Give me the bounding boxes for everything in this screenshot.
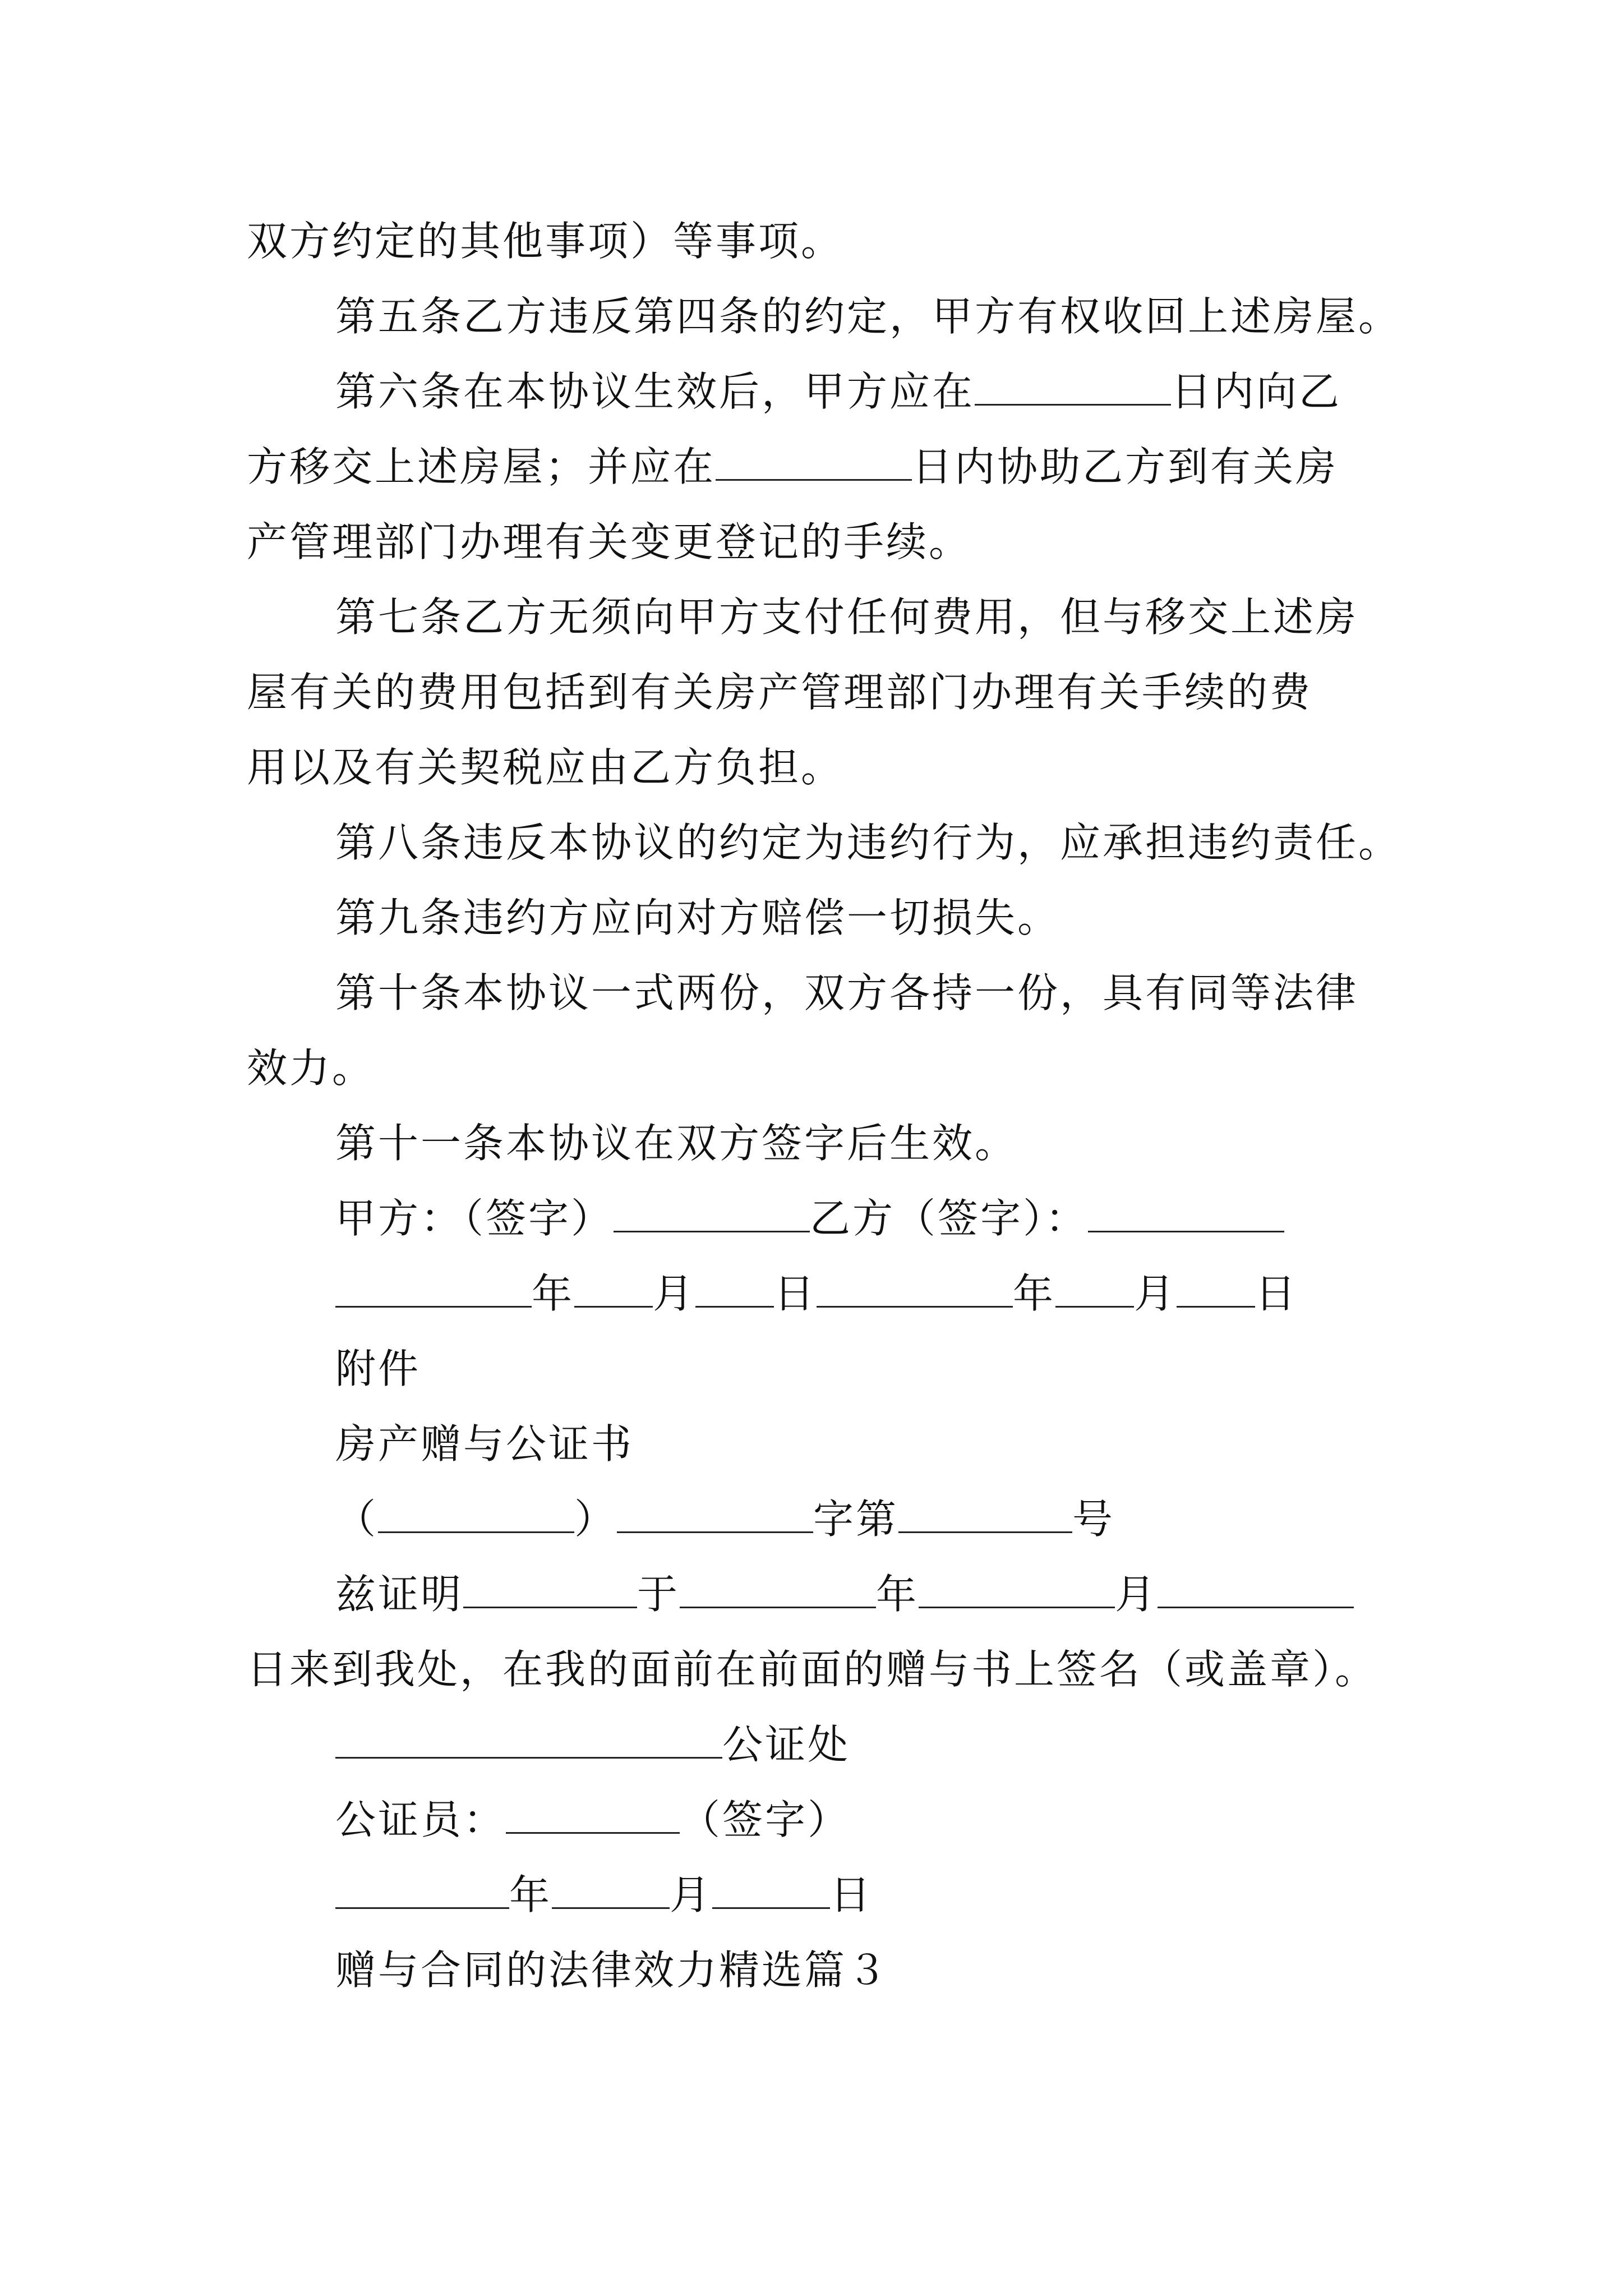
article-6 (335, 364, 1496, 420)
text: 房产赠与公证书 (335, 1420, 634, 1467)
month-blank (1055, 1269, 1134, 1308)
body-line (247, 514, 1408, 570)
year-label: 年 (509, 1871, 552, 1918)
day-label: 日 (1255, 1270, 1298, 1317)
article-7 (335, 589, 1496, 645)
notary-line (335, 1792, 1496, 1848)
party-b-label: 乙方（签字）： (810, 1195, 1089, 1242)
party-a-blank (614, 1194, 810, 1232)
month-blank (552, 1870, 670, 1909)
body-line (247, 739, 1408, 795)
year-label: 年 (1013, 1270, 1056, 1317)
body-line (247, 664, 1408, 720)
party-a-label: 甲方：（签字） (335, 1195, 614, 1242)
text: 第七条乙方无须向甲方支付任何费用，但与移交上述房 (335, 593, 1359, 641)
fill-blank (335, 1720, 722, 1759)
attachment-label (335, 1341, 1496, 1397)
text: 字第 (813, 1496, 899, 1543)
article-5 (335, 288, 1496, 344)
year-blank (817, 1269, 1013, 1308)
text: 第九条违约方应向对方赔偿一切损失。 (335, 894, 1061, 941)
party-b-blank (1088, 1194, 1284, 1232)
text: 于 (637, 1571, 680, 1618)
day-label: 日 (830, 1871, 873, 1918)
notary-date-line (335, 1867, 1496, 1923)
fill-blank (1158, 1570, 1354, 1608)
text: 双方约定的其他事项）等事项。 (247, 218, 844, 265)
certificate-title (335, 1416, 1496, 1472)
text: 号 (1072, 1496, 1115, 1543)
text: 第五条乙方违反第四条的约定，甲方有权收回上述房屋。 (335, 293, 1401, 340)
year-blank (335, 1870, 509, 1909)
fill-blank (617, 1494, 813, 1533)
signature-line (335, 1190, 1496, 1246)
text: 屋有关的费用包括到有关房产管理部门办理有关手续的费 (247, 669, 1313, 716)
text: 第十一条本协议在双方签字后生效。 (335, 1120, 1018, 1167)
fill-blank (463, 1570, 637, 1608)
fill-blank (506, 1795, 680, 1834)
section-heading (335, 1942, 1496, 1998)
article-11 (335, 1115, 1496, 1171)
fill-blank (975, 367, 1171, 406)
article-10 (335, 965, 1496, 1021)
year-label: 年 (532, 1270, 575, 1317)
fill-blank (919, 1570, 1115, 1608)
text: 赠与合同的法律效力精选篇３ (335, 1947, 890, 1994)
text: 日内向乙 (1171, 368, 1342, 415)
day-blank (712, 1870, 830, 1909)
certificate-number-line (335, 1491, 1496, 1547)
text: 效力。 (247, 1045, 375, 1092)
month-label: 月 (1134, 1270, 1177, 1317)
close-paren: ） (574, 1496, 617, 1543)
text: （签字） (680, 1796, 851, 1843)
text: 第八条违反本协议的约定为违约行为，应承担违约责任。 (335, 819, 1401, 866)
fill-blank (716, 442, 912, 481)
text: 第十条本协议一式两份，双方各持一份，具有同等法律 (335, 969, 1359, 1016)
article-8 (335, 815, 1496, 871)
month-blank (574, 1269, 653, 1308)
day-blank (1177, 1269, 1255, 1308)
text: 产管理部门办理有关变更登记的手续。 (247, 518, 972, 565)
text: 用以及有关契税应由乙方负担。 (247, 744, 844, 791)
body-line (247, 1040, 1408, 1096)
article-9 (335, 890, 1496, 946)
certificate-body-line (335, 1566, 1496, 1622)
notary-office-line (335, 1717, 1496, 1773)
day-blank (695, 1269, 774, 1308)
fill-blank (898, 1494, 1072, 1533)
body-line (247, 213, 1408, 269)
month-label: 月 (653, 1270, 696, 1317)
text: 年 (876, 1571, 919, 1618)
day-label: 日 (774, 1270, 817, 1317)
fill-blank (680, 1570, 876, 1608)
text: 附件 (335, 1345, 421, 1392)
text: 日来到我处，在我的面前在前面的赠与书上签名（或盖章）。 (247, 1646, 1378, 1693)
text: 公证员： (335, 1796, 506, 1843)
text: 第六条在本协议生效后，甲方应在 (335, 368, 975, 415)
year-blank (335, 1269, 532, 1308)
body-line (247, 439, 1408, 495)
text: 兹证明 (335, 1571, 464, 1618)
open-paren: （ (335, 1496, 379, 1543)
certificate-body-line (247, 1641, 1408, 1697)
month-label: 月 (670, 1871, 713, 1918)
fill-blank (378, 1494, 574, 1533)
text: 月 (1115, 1571, 1158, 1618)
text: 日内协助乙方到有关房 (912, 443, 1339, 490)
text: 公证处 (722, 1721, 851, 1768)
date-line (335, 1266, 1496, 1322)
text: 方移交上述房屋；并应在 (247, 443, 716, 490)
